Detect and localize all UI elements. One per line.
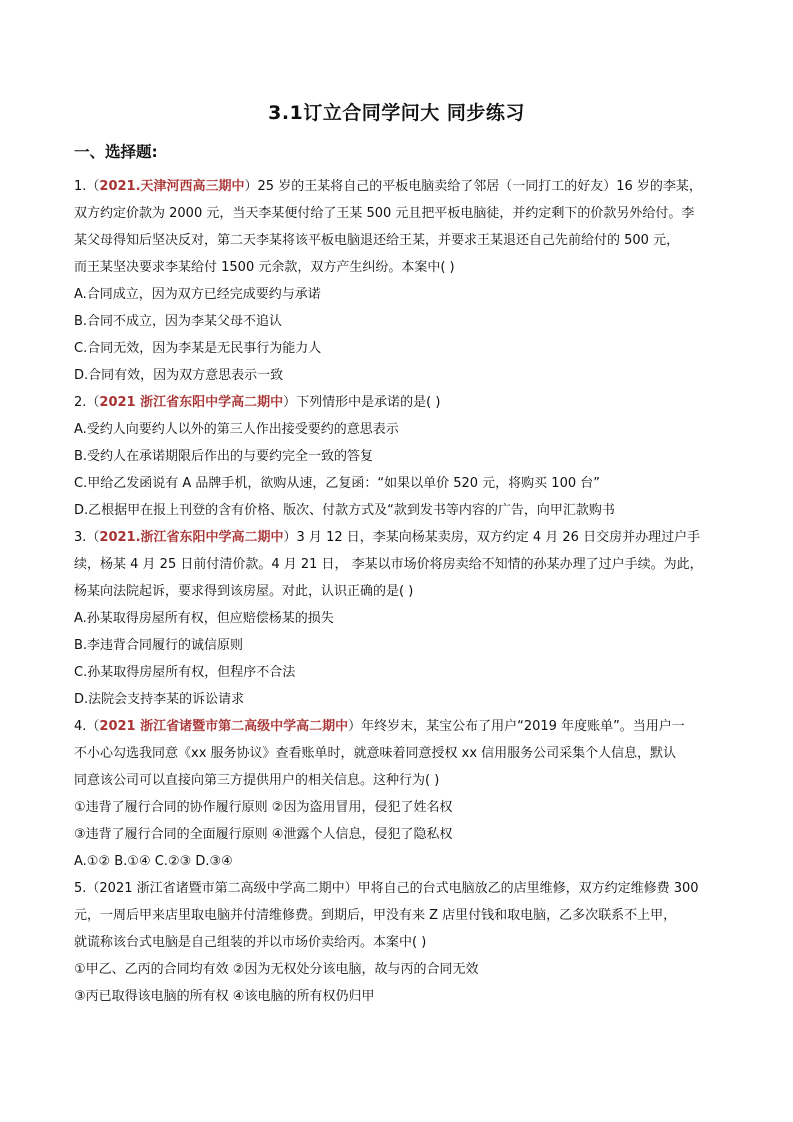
question-3 xyxy=(74,524,724,713)
document-title: 3.1订立合同学问大 同步练习 xyxy=(268,102,525,124)
question-3-option-b: B.李违背合同履行的诚信原则 xyxy=(74,638,244,653)
question-3-option-d: D.法院会支持李某的诉讼请求 xyxy=(74,692,245,707)
section-heading: 一、选择题: xyxy=(74,143,158,161)
question-5-stem-line-1: 5.（2021 浙江省诸暨市第二高级中学高二期中）甲将自己的台式电脑放乙的店里维修，双方约定维修费 300 xyxy=(74,881,699,896)
question-1-option-d: D.合同有效，因为双方意思表示一致 xyxy=(74,368,284,383)
question-4 xyxy=(74,713,724,875)
question-2 xyxy=(74,389,724,524)
question-2-option-d: D.乙根据甲在报上刊登的含有价格、版次、付款方式及“款到发书等内容的广告，向甲汇款购书 xyxy=(74,503,615,518)
question-4-statement-3-4: ③违背了履行合同的全面履行原则 ④泄露个人信息，侵犯了隐私权 xyxy=(74,827,453,842)
question-4-choices: A.①② B.①④ C.②③ D.③④ xyxy=(74,854,233,869)
question-3-source: 2021.浙江省东阳中学高二期中 xyxy=(99,530,284,545)
question-5-stem-line-2: 元，一周后甲来店里取电脑并付清维修费。到期后，甲没有来 Z 店里付钱和取电脑，乙多次联系不上甲， xyxy=(74,908,677,923)
question-2-stem-line-1: 2.（2021 浙江省东阳中学高二期中）下列情形中是承诺的是( ) xyxy=(74,395,441,410)
question-5-stem-line-3: 就谎称该台式电脑是自己组装的并以市场价卖给丙。本案中( ) xyxy=(74,935,427,950)
question-5-source: 2021 浙江省诸暨市第二高级中学高二期中 xyxy=(99,881,345,896)
question-1-stem-line-2: 双方约定价款为 2000 元，当天李某便付给了王某 500 元且把平板电脑徒，并约定剩下的价款另外给付。李 xyxy=(74,206,695,221)
question-3-stem-line-1: 3.（2021.浙江省东阳中学高二期中）3 月 12 日，李某向杨某卖房，双方约定 4 月 26 日交房并办理过户手 xyxy=(74,530,701,545)
question-1-stem-line-4: 而王某坚决要求李某给付 1500 元余款，双方产生纠纷。本案中( ) xyxy=(74,260,455,275)
question-1 xyxy=(74,173,724,389)
question-1-stem-line-1: 1.（2021.天津河西高三期中）25 岁的王某将自己的平板电脑卖给了邻居（一同打工的好友）16 岁的李某， xyxy=(74,179,702,194)
question-1-source: 2021.天津河西高三期中 xyxy=(99,179,245,194)
question-2-option-b: B.受约人在承诺期限后作出的与要约完全一致的答复 xyxy=(74,449,374,464)
question-4-stem-line-3: 同意该公司可以直接向第三方提供用户的相关信息。这种行为( ) xyxy=(74,773,440,788)
question-2-source: 2021 浙江省东阳中学高二期中 xyxy=(99,395,284,410)
question-1-option-b: B.合同不成立，因为李某父母不追认 xyxy=(74,314,283,329)
question-4-source: 2021 浙江省诸暨市第二高级中学高二期中 xyxy=(99,719,349,734)
question-4-stem-line-2: 不小心勾选我同意《xx 服务协议》查看账单时，就意味着同意授权 xx 信用服务公司采集个人信息，默认 xyxy=(74,746,677,761)
question-2-option-a: A.受约人向要约人以外的第三人作出接受要约的意思表示 xyxy=(74,422,399,437)
question-5-statement-1-2: ①甲乙、乙丙的合同均有效 ②因为无权处分该电脑，故与丙的合同无效 xyxy=(74,962,479,977)
question-3-stem-line-3: 杨某向法院起诉，要求得到该房屋。对此，认识正确的是( ) xyxy=(74,584,414,599)
question-4-statement-1-2: ①违背了履行合同的协作履行原则 ②因为盗用冒用，侵犯了姓名权 xyxy=(74,800,453,815)
question-5-statement-3-4: ③丙已取得该电脑的所有权 ④该电脑的所有权仍归甲 xyxy=(74,989,375,1004)
question-1-option-a: A.合同成立，因为双方已经完成要约与承诺 xyxy=(74,287,321,302)
question-list xyxy=(74,173,724,1010)
question-3-option-c: C.孙某取得房屋所有权，但程序不合法 xyxy=(74,665,296,680)
question-1-stem-line-3: 某父母得知后坚决反对，第二天李某将该平板电脑退还给王某，并要求王某退还自己先前给付的 500 元， xyxy=(74,233,680,248)
question-3-stem-line-2: 续，杨某 4 月 25 日前付清价款。4 月 21 日， 李某以市场价将房卖给不知情的孙某办理了过户手续。为此， xyxy=(74,557,703,572)
question-1-option-c: C.合同无效，因为李某是无民事行为能力人 xyxy=(74,341,322,356)
question-5 xyxy=(74,875,724,1010)
question-3-option-a: A.孙某取得房屋所有权，但应赔偿杨某的损失 xyxy=(74,611,334,626)
question-2-option-c: C.甲给乙发函说有 A 品牌手机，欲购从速，乙复函：“如果以单价 520 元，将购买 100 台” xyxy=(74,476,600,491)
question-4-stem-line-1: 4.（2021 浙江省诸暨市第二高级中学高二期中）年终岁末，某宝公布了用户“2019 年度账单”。当用户一 xyxy=(74,719,685,734)
